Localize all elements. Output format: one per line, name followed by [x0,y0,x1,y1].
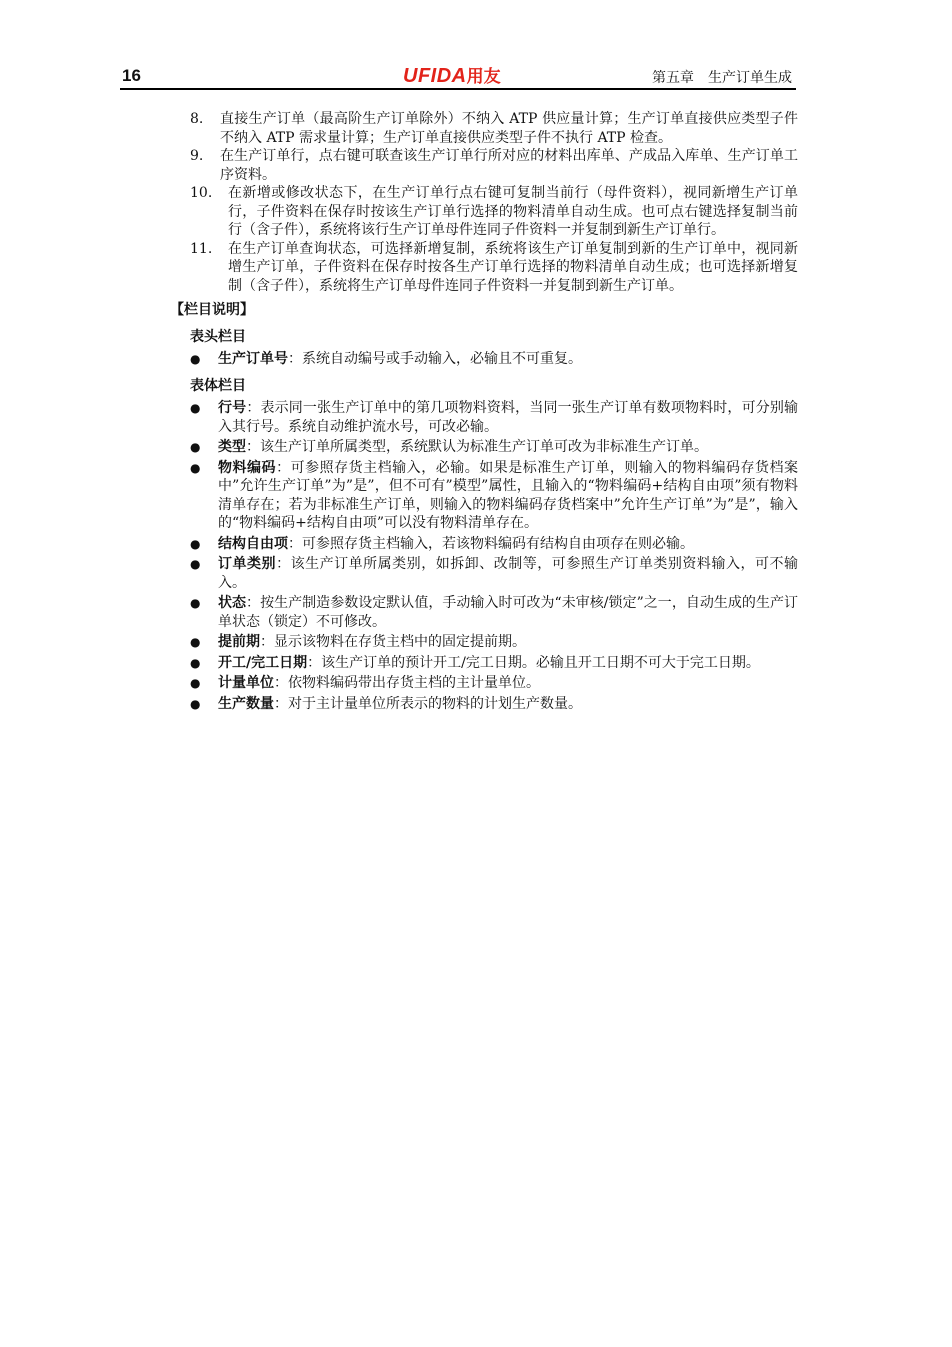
list-item [168,459,798,533]
list-item [168,110,798,147]
chapter-title: 第五章 生产订单生成 [652,70,792,86]
field-term: 提前期 [218,634,260,650]
item-text: 在生产订单行，点右键可联查该生产订单行所对应的材料出库单、产成品入库单、生产订单工序资料。 [220,148,798,183]
logo-latin-text: UFIDA [403,65,467,87]
field-desc: 表示同一张生产订单中的第几项物料资料，当同一张生产订单有数项物料时，可分别输入其行号。系统自动维护流水号，可改必输。 [218,400,799,435]
list-item [168,240,798,296]
item-text: 在新增或修改状态下，在生产订单行点右键可复制当前行（母件资料），视同新增生产订单行，子件资料在保存时按该生产订单行选择的物料清单自动生成。也可点右键选择复制当前行（含子件），系统将该行生产订单母件连同子件资料一并复制到新生产订单行。 [228,185,798,238]
bullet-icon: ● [190,401,201,415]
field-sep: ： [276,459,291,476]
field-desc: 该生产订单的预计开工/完工日期。必输且开工日期不可大于完工日期。 [321,654,760,671]
list-item [168,438,798,457]
field-sep: ： [307,654,322,671]
list-item [168,184,798,240]
list-item [168,594,798,631]
field-sep: ： [274,675,288,691]
field-desc: 对于主计量单位所表示的物料的计划生产数量。 [288,695,582,712]
field-term: 物料编码 [218,459,277,476]
field-desc: 依物料编码带出存货主档的主计量单位。 [288,675,540,691]
field-desc: 可参照存货主档输入，必输。如果是标准生产订单，则输入的物料编码存货档案中”允许生产订单”为”是”，但不可有”模型”属性，且输入的“物料编码+结构自由项”须有物料清单存在；若为非标准生产订单，则输入的物料编码存货档案中”允许生产订单”为”是”，输入的“物料编码+结构自由项”可以没有物料清单存在。 [218,459,799,531]
header-fields-title: 表头栏目 [190,328,246,345]
field-desc: 可参照存货主档输入，若该物料编码有结构自由项存在则必输。 [302,535,694,552]
bullet-icon: ● [190,676,201,690]
field-sep: ： [246,595,261,611]
field-desc: 该生产订单所属类型，系统默认为标准生产订单可改为非标准生产订单。 [260,439,708,455]
list-item [168,555,798,592]
logo-cn-text: 用友 [466,67,501,87]
list-item [168,399,798,436]
field-term: 订单类别 [218,556,277,572]
list-item [168,633,798,652]
field-sep: ： [288,351,302,367]
item-text: 直接生产订单（最高阶生产订单除外）不纳入 ATP 供应量计算；生产订单直接供应类型子件不纳入 ATP 需求量计算；生产订单直接供应类型子件不执行 ATP 检查。 [220,111,798,146]
bullet-icon: ● [190,696,201,711]
ufida-logo [403,62,501,88]
field-sep: ： [288,535,302,552]
list-item [168,695,798,714]
field-sep: ： [276,556,291,572]
field-term: 结构自由项 [218,535,288,552]
bullet-icon: ● [190,557,201,571]
field-term: 类型 [218,439,246,455]
bullet-icon: ● [190,440,201,454]
bullet-icon: ● [190,352,201,366]
list-item [168,535,798,554]
field-sep: ： [260,634,274,650]
page-content [168,110,798,715]
field-sep: ： [246,400,261,416]
field-term: 行号 [218,400,247,416]
list-item [168,654,798,673]
body-fields-title: 表体栏目 [190,377,246,394]
bullet-icon: ● [190,460,201,475]
field-desc: 系统自动编号或手动输入，必输且不可重复。 [302,351,582,367]
list-item [168,674,798,693]
field-term: 开工/完工日期 [218,654,308,671]
field-term: 状态 [218,595,247,611]
page-number: 16 [122,66,141,85]
list-item [168,350,798,369]
bullet-icon: ● [190,536,201,551]
field-term: 计量单位 [218,675,274,691]
item-number: 11. [190,240,213,257]
bullet-icon: ● [190,635,201,649]
body-fields-list [168,399,798,713]
bullet-icon: ● [190,596,201,610]
section-title: 【栏目说明】 [170,302,254,318]
list-item [168,147,798,184]
field-sep: ： [246,439,260,455]
header-fields-list [168,350,798,369]
field-desc: 该生产订单所属类别，如拆卸、改制等，可参照生产订单类别资料输入，可不输入。 [218,556,799,591]
item-number: 9. [190,148,204,164]
item-number: 8. [190,111,204,127]
item-text: 在生产订单查询状态，可选择新增复制，系统将该生产订单复制到新的生产订单中，视同新增生产订单，子件资料在保存时按各生产订单行选择的物料清单自动生成；也可选择新增复制（含子件），系统将生产订单母件连同子件资料一并复制到新生产订单。 [228,240,798,294]
page-header [120,62,796,90]
field-desc: 显示该物料在存货主档中的固定提前期。 [274,634,526,650]
item-number: 10. [190,185,213,201]
field-desc: 按生产制造参数设定默认值，手动输入时可改为“未审核/锁定”之一，自动生成的生产订单状态（锁定）不可修改。 [218,595,799,630]
field-term: 生产数量 [218,695,274,712]
numbered-list [168,110,798,295]
field-term: 生产订单号 [218,351,288,367]
field-sep: ： [274,695,288,712]
bullet-icon: ● [190,655,201,670]
